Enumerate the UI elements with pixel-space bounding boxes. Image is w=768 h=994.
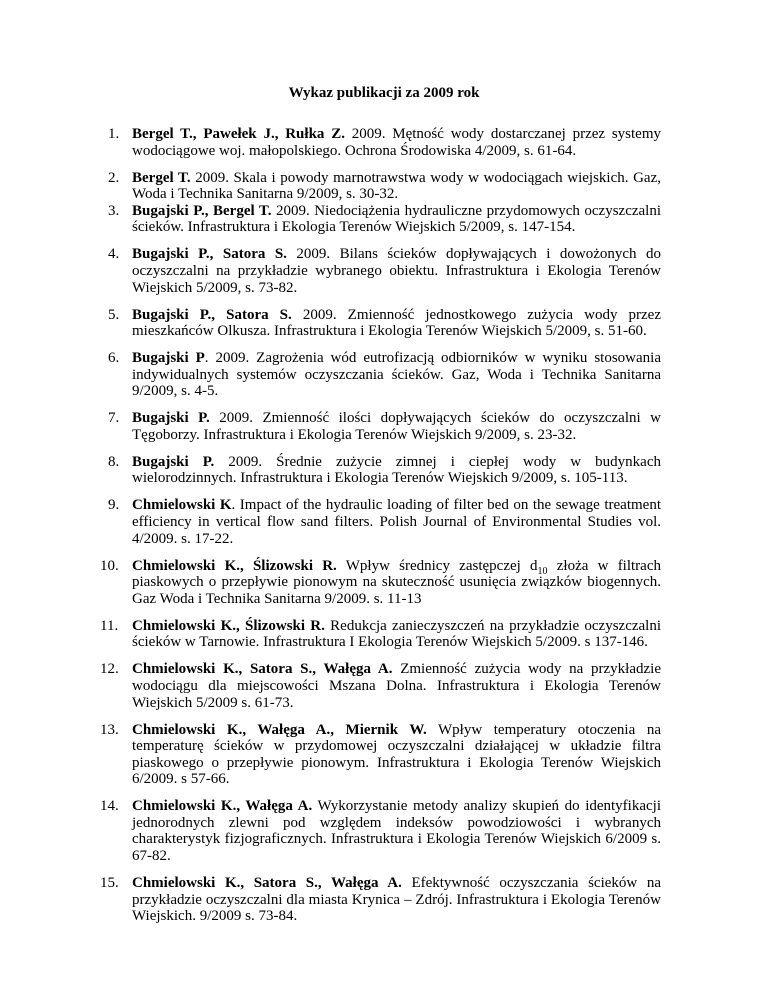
- list-item: [108, 350, 661, 400]
- item-text-pre: Wpływ średnicy zastępczej d: [336, 557, 538, 574]
- item-text: 2009. Zmienność jednostkowego zużycia wody przez mieszkańców Olkusza. Infrastruktura i Ekologia Terenów Wiejskich 5/2009, s. 51-60.: [132, 306, 661, 340]
- item-number: 11.: [100, 617, 119, 634]
- item-authors: Bugajski P.: [132, 453, 215, 470]
- item-authors: Bergel T., Pawełek J., Rułka Z.: [132, 126, 345, 142]
- item-text: . Impact of the hydraulic loading of filter bed on the sewage treatment efficiency in vertical flow sand filters. Polish Journal of Environmental Studies vol. 4/2009. s. 17-22.: [132, 497, 661, 547]
- item-number: 7.: [108, 410, 120, 427]
- item-number: 9.: [108, 497, 120, 514]
- item-authors: Chmielowski K., Wałęga A.: [132, 798, 313, 815]
- list-item: [108, 126, 661, 159]
- list-item: [100, 721, 661, 788]
- item-number: 10.: [100, 557, 119, 574]
- item-authors: Chmielowski K., Ślizowski R.: [132, 617, 325, 634]
- item-authors: Chmielowski K: [132, 497, 232, 514]
- item-number: 2.: [108, 169, 120, 186]
- item-text: 2009. Średnie zużycie zimnej i ciepłej wody w budynkach wielorodzinnych. Infrastruktura i Ekologia Terenów Wiejskich 9/2009, s. 105-113.: [132, 453, 661, 487]
- item-text: Wykorzystanie metody analizy skupień do identyfikacji jednorodnych zlewni pod względem indeksów powodziowości i wybranych charakterystyk fizjograficznych. Infrastruktura i Ekologia Terenów Wiejskich 6/2009 s. 67-82.: [132, 798, 661, 865]
- list-item: [100, 798, 661, 865]
- list-item: [108, 246, 661, 296]
- item-text-subscript: 10: [537, 565, 548, 577]
- page-title: Wykaz publikacji za 2009 rok: [288, 85, 480, 101]
- item-text: 2009. Mętność wody dostarczanej przez systemy wodociągowe woj. małopolskiego. Ochrona Środowiska 4/2009, s. 61-64.: [132, 126, 661, 159]
- item-text: Wpływ temperatury otoczenia na temperaturę ścieków w przydomowej oczyszczalni działającej w układzie filtra piaskowego o przepływie pionowym. Infrastruktura i Ekologia Terenów Wiejskich 6/2009. s 57-66.: [132, 721, 661, 788]
- publication-list: [100, 126, 662, 935]
- item-number: 3.: [108, 202, 120, 219]
- item-authors: Chmielowski K., Ślizowski R.: [132, 557, 337, 574]
- list-item: [108, 410, 661, 443]
- list-item: [108, 170, 661, 203]
- item-text: 2009. Skala i powody marnotrawstwa wody w wodociągach wiejskich. Gaz, Woda i Technika Sanitarna 9/2009, s. 30-32.: [132, 169, 661, 203]
- item-authors: Chmielowski K., Satora S., Wałęga A.: [132, 875, 402, 892]
- item-number: 8.: [108, 453, 120, 470]
- item-authors: Bergel T.: [132, 169, 191, 186]
- item-number: 1.: [108, 126, 120, 142]
- item-authors: Bugajski P., Satora S.: [132, 306, 292, 323]
- item-number: 12.: [100, 661, 119, 678]
- item-text: Redukcja zanieczyszczeń na przykładzie oczyszczalni ścieków w Tarnowie. Infrastruktura I Ekologia Terenów Wiejskich 5/2009. s 137-146.: [132, 617, 661, 651]
- list-item: [108, 497, 661, 547]
- item-text: Zmienność zużycia wody na przykładzie wodociągu dla miejscowości Mszana Dolna. Infrastruktura i Ekologia Terenów Wiejskich 5/2009 s. 61-73.: [132, 661, 661, 711]
- item-authors: Bugajski P: [132, 350, 205, 367]
- list-item: [108, 454, 661, 487]
- list-item: [100, 875, 661, 925]
- list-item: [108, 203, 661, 236]
- item-authors: Chmielowski K., Wałęga A., Miernik W.: [132, 721, 427, 738]
- item-authors: Bugajski P.: [132, 410, 210, 427]
- item-text: Efektywność oczyszczania ścieków na przykładzie oczyszczalni dla miasta Krynica – Zdrój. Infrastruktura i Ekologia Terenów Wiejskich. 9/2009 s. 73-84.: [132, 875, 661, 925]
- item-number: 14.: [100, 798, 119, 815]
- item-number: 5.: [108, 306, 120, 323]
- item-authors: Bugajski P., Bergel T.: [132, 202, 272, 219]
- item-authors: Chmielowski K., Satora S., Wałęga A.: [132, 661, 393, 678]
- item-text-post: złoża w filtrach piaskowych o przepływie pionowym na skuteczność usunięcia związków biogennych. Gaz Woda i Technika Sanitarna 9/2009. s. 11-13: [132, 557, 661, 607]
- item-text: 2009. Zmienność ilości dopływających ścieków do oczyszczalni w Tęgoborzy. Infrastruktura i Ekologia Terenów Wiejskich 9/2009, s. 23-32.: [132, 410, 661, 443]
- item-number: 4.: [108, 246, 120, 263]
- list-item: [100, 661, 661, 711]
- list-item: [108, 307, 661, 340]
- item-text: . 2009. Zagrożenia wód eutrofizacją odbiorników w wyniku stosowania indywidualnych systemów oczyszczania ścieków. Gaz, Woda i Technika Sanitarna 9/2009, s. 4-5.: [132, 350, 661, 400]
- item-text: 2009. Bilans ścieków dopływających i dowożonych do oczyszczalni na przykładzie wybranego obiektu. Infrastruktura i Ekologia Terenów Wiejskich 5/2009, s. 73-82.: [132, 246, 661, 296]
- item-authors: Bugajski P., Satora S.: [132, 246, 287, 263]
- list-item: [100, 617, 661, 651]
- item-number: 13.: [100, 721, 119, 738]
- item-text: 2009. Niedociążenia hydrauliczne przydomowych oczyszczalni ścieków. Infrastruktura i Ekologia Terenów Wiejskich 5/2009, s. 147-154.: [132, 202, 662, 236]
- item-number: 15.: [100, 875, 119, 892]
- list-item: [100, 557, 661, 608]
- item-number: 6.: [108, 350, 120, 367]
